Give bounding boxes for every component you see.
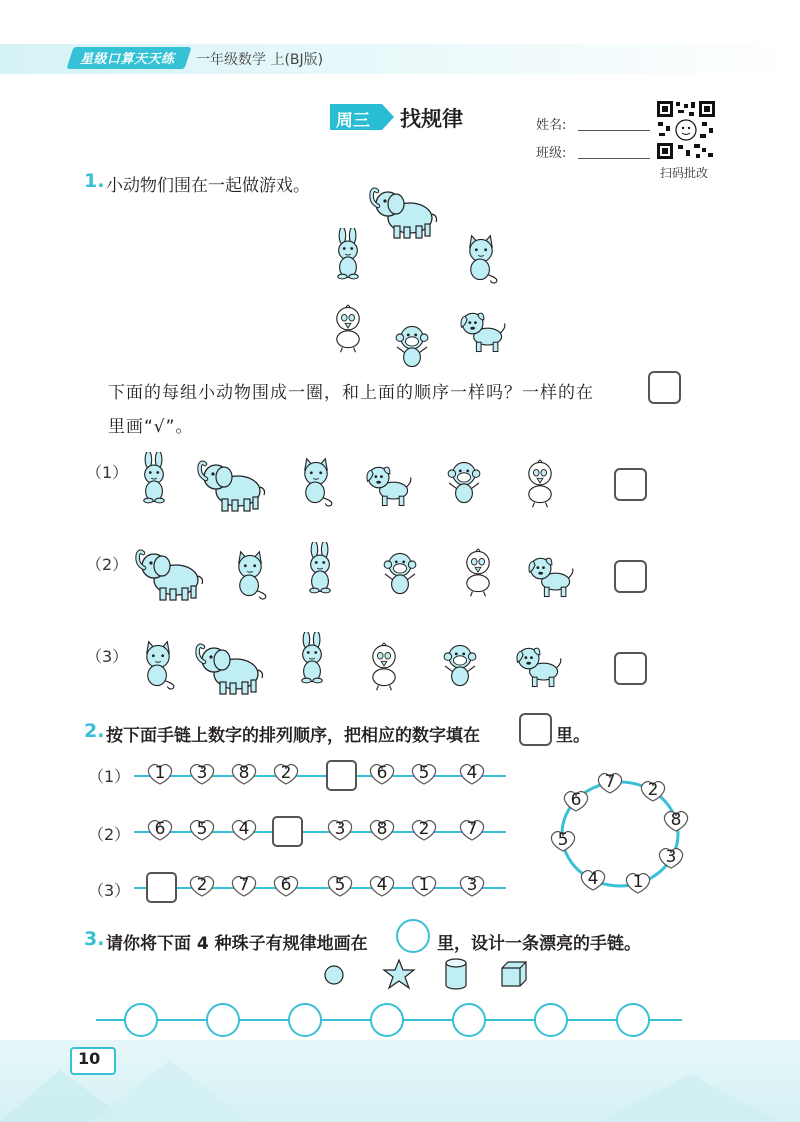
chain-1-2-number: 3 <box>196 763 208 783</box>
circle-dog <box>454 303 510 359</box>
row2-dog <box>522 548 578 604</box>
chain-3-2-number: 2 <box>196 875 208 895</box>
circle-elephant <box>368 182 442 242</box>
q2-number: 2. <box>84 720 105 742</box>
design-bead-slot[interactable] <box>616 1003 650 1037</box>
row3-dog <box>510 638 566 694</box>
chain-3-4-number: 6 <box>280 875 292 895</box>
q3-prompt-end: 里，设计一条漂亮的手链。 <box>437 934 641 954</box>
row1-dog <box>360 457 416 513</box>
row1-chick <box>512 455 568 511</box>
q1-instruction-1: 下面的每组小动物围成一圈，和上面的顺序一样吗？一样的在 <box>108 383 594 403</box>
ring-7-number: 5 <box>557 830 569 850</box>
design-bead-slot[interactable] <box>370 1003 404 1037</box>
row3-monkey <box>432 638 488 694</box>
q2-prompt: 按下面手链上数字的排列顺序，把相应的数字填在 <box>106 726 480 746</box>
ring-5-number: 1 <box>632 872 644 892</box>
row2-answer-box[interactable] <box>614 560 647 593</box>
row3-elephant <box>194 638 268 698</box>
name-field[interactable] <box>578 130 650 131</box>
row1-cat <box>288 455 344 511</box>
row3-cat <box>130 638 186 694</box>
ring-8-number: 6 <box>570 790 582 810</box>
chain-label-2: （2） <box>88 825 131 844</box>
qr-code-icon[interactable] <box>656 100 716 160</box>
row2-monkey <box>372 546 428 602</box>
ring-2-number: 2 <box>647 780 659 800</box>
chain-3-6-number: 4 <box>376 875 388 895</box>
q1-instruction-2: 里画“√”。 <box>108 417 194 437</box>
design-bead-slot[interactable] <box>534 1003 568 1037</box>
row-label-1: （1） <box>86 463 129 482</box>
chain-1-8-number: 4 <box>466 763 478 783</box>
chain-1-6-number: 6 <box>376 763 388 783</box>
design-bead-slot[interactable] <box>452 1003 486 1037</box>
chain-label-3: （3） <box>88 881 131 900</box>
ring-4-number: 3 <box>665 847 677 867</box>
chain-blank-box[interactable] <box>146 872 177 903</box>
row1-elephant <box>196 455 270 515</box>
row1-monkey <box>436 455 492 511</box>
circle-rabbit <box>320 228 376 284</box>
chain-2-7-number: 2 <box>418 819 430 839</box>
chain-3-3-number: 7 <box>238 875 250 895</box>
design-bead-slot[interactable] <box>288 1003 322 1037</box>
q1-prompt: 小动物们围在一起做游戏。 <box>106 176 310 196</box>
chain-blank-box[interactable] <box>326 760 357 791</box>
day-tag-arrow <box>382 104 394 130</box>
row-label-2: （2） <box>86 555 129 574</box>
circle-bead-icon <box>323 964 345 986</box>
circle-monkey <box>384 319 440 375</box>
name-label: 姓名: <box>536 118 567 133</box>
design-bead-slot[interactable] <box>124 1003 158 1037</box>
row2-rabbit <box>292 542 348 598</box>
chain-1-1-number: 1 <box>154 763 166 783</box>
ring-6-number: 4 <box>587 869 599 889</box>
chain-1-3-number: 8 <box>238 763 250 783</box>
chain-1-7-number: 5 <box>418 763 430 783</box>
chain-3-7-number: 1 <box>418 875 430 895</box>
class-label: 班级: <box>536 146 567 161</box>
q2-prompt-end: 里。 <box>556 726 590 746</box>
chain-3-8-number: 3 <box>466 875 478 895</box>
chain-1-4-number: 2 <box>280 763 292 783</box>
circle-cat <box>453 232 509 288</box>
page-title: 找规律 <box>400 107 463 131</box>
day-label: 周三 <box>336 111 370 131</box>
cube-bead-icon <box>500 960 528 988</box>
chain-label-1: （1） <box>88 767 131 786</box>
chain-2-3-number: 4 <box>238 819 250 839</box>
chain-2-5-number: 3 <box>334 819 346 839</box>
row1-answer-box[interactable] <box>614 468 647 501</box>
q3-number: 3. <box>84 928 105 950</box>
row3-answer-box[interactable] <box>614 652 647 685</box>
q2-sample-box <box>519 713 552 746</box>
row-label-3: （3） <box>86 647 129 666</box>
row2-chick <box>450 544 506 600</box>
q1-number: 1. <box>84 170 105 192</box>
row1-rabbit <box>126 452 182 508</box>
row3-rabbit <box>284 632 340 688</box>
footer-decoration <box>0 1040 800 1122</box>
star-bead-icon <box>382 958 416 990</box>
chain-3-5-number: 5 <box>334 875 346 895</box>
qr-caption: 扫码批改 <box>660 166 709 180</box>
row3-chick <box>356 638 412 694</box>
design-bead-slot[interactable] <box>206 1003 240 1037</box>
chain-2-1-number: 6 <box>154 819 166 839</box>
series-title: 星级口算天天练 <box>80 52 175 67</box>
ring-3-number: 8 <box>670 810 682 830</box>
chain-2-6-number: 8 <box>376 819 388 839</box>
row2-cat <box>222 548 278 604</box>
q3-prompt: 请你将下面 4 种珠子有规律地画在 <box>106 934 368 954</box>
chain-2-8-number: 7 <box>466 819 478 839</box>
chain-blank-box[interactable] <box>272 816 303 847</box>
ring-1-number: 7 <box>604 772 616 792</box>
circle-chick <box>320 300 376 356</box>
sample-answer-box <box>648 371 681 404</box>
q3-sample-circle <box>396 919 430 953</box>
chain-2-2-number: 5 <box>196 819 208 839</box>
cylinder-bead-icon <box>444 958 468 990</box>
page-number: 10 <box>78 1049 101 1068</box>
book-subtitle: 一年级数学 上(BJ版) <box>196 52 324 68</box>
row2-elephant <box>134 544 208 604</box>
class-field[interactable] <box>578 158 650 159</box>
